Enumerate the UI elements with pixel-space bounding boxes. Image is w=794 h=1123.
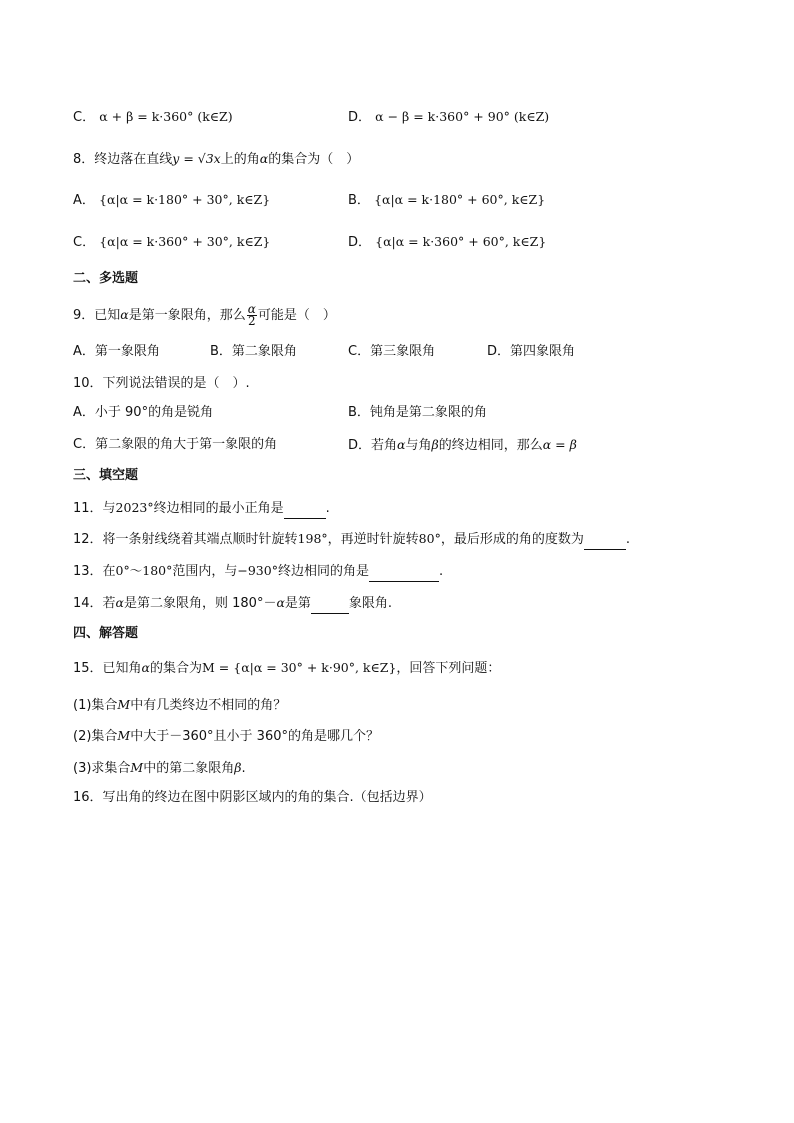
q9-fraction-numerator: α bbox=[247, 302, 256, 316]
q10-option-d-beta: β bbox=[431, 437, 439, 452]
q11-answer-blank[interactable] bbox=[284, 500, 326, 519]
q10-option-d-suffix: 的终边相同，那么 bbox=[438, 438, 543, 453]
q8-option-c bbox=[73, 233, 270, 252]
q7-option-c-label: C． bbox=[73, 110, 96, 125]
q10-option-c: C．第二象限的角大于第一象限的角 bbox=[73, 437, 278, 452]
section-heading-fill-in: 三、填空题 bbox=[73, 468, 139, 483]
q15-sub2 bbox=[73, 727, 379, 746]
q14-alpha: α bbox=[115, 595, 124, 610]
q8-suffix: 的集合为（ ） bbox=[268, 152, 360, 167]
q8-option-d bbox=[348, 233, 546, 252]
q11-text: 终边相同的最小正角是 bbox=[153, 501, 284, 516]
q11-end: . bbox=[325, 501, 330, 516]
q15-sub3-mid: 中的第二象限角 bbox=[143, 761, 235, 776]
q7-option-c-math: α + β = k·360° (k∈Z) bbox=[99, 109, 233, 124]
q12-end: . bbox=[625, 532, 630, 547]
q13-mid: 范围内，与 bbox=[172, 564, 238, 579]
q15-sub3-suffix: . bbox=[241, 761, 246, 776]
q15-suffix: ，回答下列问题： bbox=[396, 661, 501, 676]
q15-sub2-m: M bbox=[117, 728, 131, 743]
q12-prefix: 12．将一条射线绕着其端点顺时针旋转 bbox=[73, 532, 298, 547]
q15-sub1-m: M bbox=[117, 697, 131, 712]
q10-option-d-alpha: α bbox=[397, 437, 406, 452]
q15-sub3 bbox=[73, 759, 246, 778]
q8-math: y = √3x bbox=[172, 151, 221, 166]
q9-middle: 是第一象限角，那么 bbox=[128, 308, 246, 323]
q8-option-d-label: D． bbox=[348, 235, 372, 250]
q14-prefix: 14．若 bbox=[73, 596, 116, 611]
q15-sub3-beta: β bbox=[234, 760, 242, 775]
section-heading-multiple-choice: 二、多选题 bbox=[73, 271, 139, 286]
q8-option-a bbox=[73, 191, 270, 210]
q7-option-d bbox=[348, 108, 549, 127]
q13-text: 终边相同的角是 bbox=[277, 564, 369, 579]
q10-stem: 10．下列说法错误的是（ ）. bbox=[73, 376, 250, 391]
q8-middle: 上的角 bbox=[220, 152, 260, 167]
q11-prefix: 11．与 bbox=[73, 501, 116, 516]
q15-alpha: α bbox=[141, 660, 150, 675]
q9-option-b: B．第二象限角 bbox=[210, 344, 297, 359]
q9-alpha: α bbox=[120, 307, 129, 322]
q8-option-b bbox=[348, 191, 545, 210]
q15-sub3-prefix: (3)求集合 bbox=[73, 761, 131, 776]
q14-end: 象限角. bbox=[348, 596, 393, 611]
q11 bbox=[73, 499, 330, 519]
q9-prefix: 9．已知 bbox=[73, 308, 121, 323]
q15-sub1-suffix: 中有几类终边不相同的角？ bbox=[130, 698, 287, 713]
q15-sub1 bbox=[73, 696, 286, 715]
q9-fraction bbox=[247, 304, 257, 327]
q8-option-b-math: {α|α = k·180° + 60°, k∈Z} bbox=[374, 192, 546, 207]
q15-sub2-suffix: 中大于－360°且小于 360°的角是哪几个？ bbox=[130, 729, 379, 744]
q15-sub2-prefix: (2)集合 bbox=[73, 729, 118, 744]
q8-option-a-label: A． bbox=[73, 193, 95, 208]
q8-stem bbox=[73, 150, 359, 169]
q10-option-d-mid: 与角 bbox=[405, 438, 432, 453]
q8-prefix: 8．终边落在直线 bbox=[73, 152, 173, 167]
q10-option-d bbox=[348, 436, 577, 455]
q13-end: . bbox=[438, 564, 444, 579]
q10-option-a: A．小于 90°的角是锐角 bbox=[73, 405, 214, 420]
q13-math1: 0°～180° bbox=[115, 563, 173, 578]
q10-option-d-prefix: D．若角 bbox=[348, 438, 398, 453]
q12-math2: 80° bbox=[418, 531, 441, 546]
section-heading-solutions: 四、解答题 bbox=[73, 626, 139, 641]
q9-option-a: A．第一象限角 bbox=[73, 344, 160, 359]
q9-option-c: C．第三象限角 bbox=[348, 344, 436, 359]
q8-option-d-math: {α|α = k·360° + 60°, k∈Z} bbox=[375, 234, 547, 249]
q15-mid: 的集合为 bbox=[150, 661, 203, 676]
q9-stem bbox=[73, 303, 336, 328]
q9-option-d: D．第四象限角 bbox=[487, 344, 576, 359]
q10-option-b: B．钝角是第二象限的角 bbox=[348, 405, 487, 420]
q8-option-b-label: B． bbox=[348, 193, 370, 208]
q15-sub1-prefix: (1)集合 bbox=[73, 698, 118, 713]
q8-alpha: α bbox=[259, 151, 269, 166]
q12-answer-blank[interactable] bbox=[584, 531, 626, 550]
q8-option-a-math: {α|α = k·180° + 30°, k∈Z} bbox=[99, 192, 271, 207]
q14-mid1: 是第二象限角，则 180°－ bbox=[124, 596, 277, 611]
q13-prefix: 13．在 bbox=[73, 564, 116, 579]
q15-math: M = {α|α = 30° + k·90°, k∈Z} bbox=[202, 660, 397, 675]
q9-suffix: 可能是（ ） bbox=[257, 308, 336, 323]
q7-option-d-math: α − β = k·360° + 90° (k∈Z) bbox=[375, 109, 550, 124]
q10-option-d-math: α = β bbox=[542, 437, 577, 452]
q13 bbox=[73, 562, 443, 582]
q8-option-c-label: C． bbox=[73, 235, 96, 250]
q14-alpha2: α bbox=[276, 595, 285, 610]
q8-option-c-math: {α|α = k·360° + 30°, k∈Z} bbox=[99, 234, 271, 249]
q12-text: ，最后形成的角的度数为 bbox=[440, 532, 584, 547]
q12-mid: ，再逆时针旋转 bbox=[327, 532, 419, 547]
q13-answer-blank[interactable] bbox=[369, 563, 439, 582]
q14-mid2: 是第 bbox=[284, 596, 311, 611]
q13-math2: −930° bbox=[237, 563, 278, 578]
q14 bbox=[73, 594, 392, 614]
q16-stem: 16．写出角的终边在图中阴影区域内的角的集合.（包括边界） bbox=[73, 790, 432, 805]
q15-sub3-m: M bbox=[130, 760, 144, 775]
q14-answer-blank[interactable] bbox=[311, 595, 349, 614]
q7-option-d-label: D． bbox=[348, 110, 372, 125]
q11-math: 2023° bbox=[115, 500, 154, 515]
q12 bbox=[73, 530, 630, 550]
q15-prefix: 15．已知角 bbox=[73, 661, 142, 676]
q12-math1: 198° bbox=[297, 531, 328, 546]
q7-option-c bbox=[73, 108, 233, 127]
q9-fraction-denominator: 2 bbox=[247, 314, 256, 328]
q15-stem bbox=[73, 659, 500, 678]
